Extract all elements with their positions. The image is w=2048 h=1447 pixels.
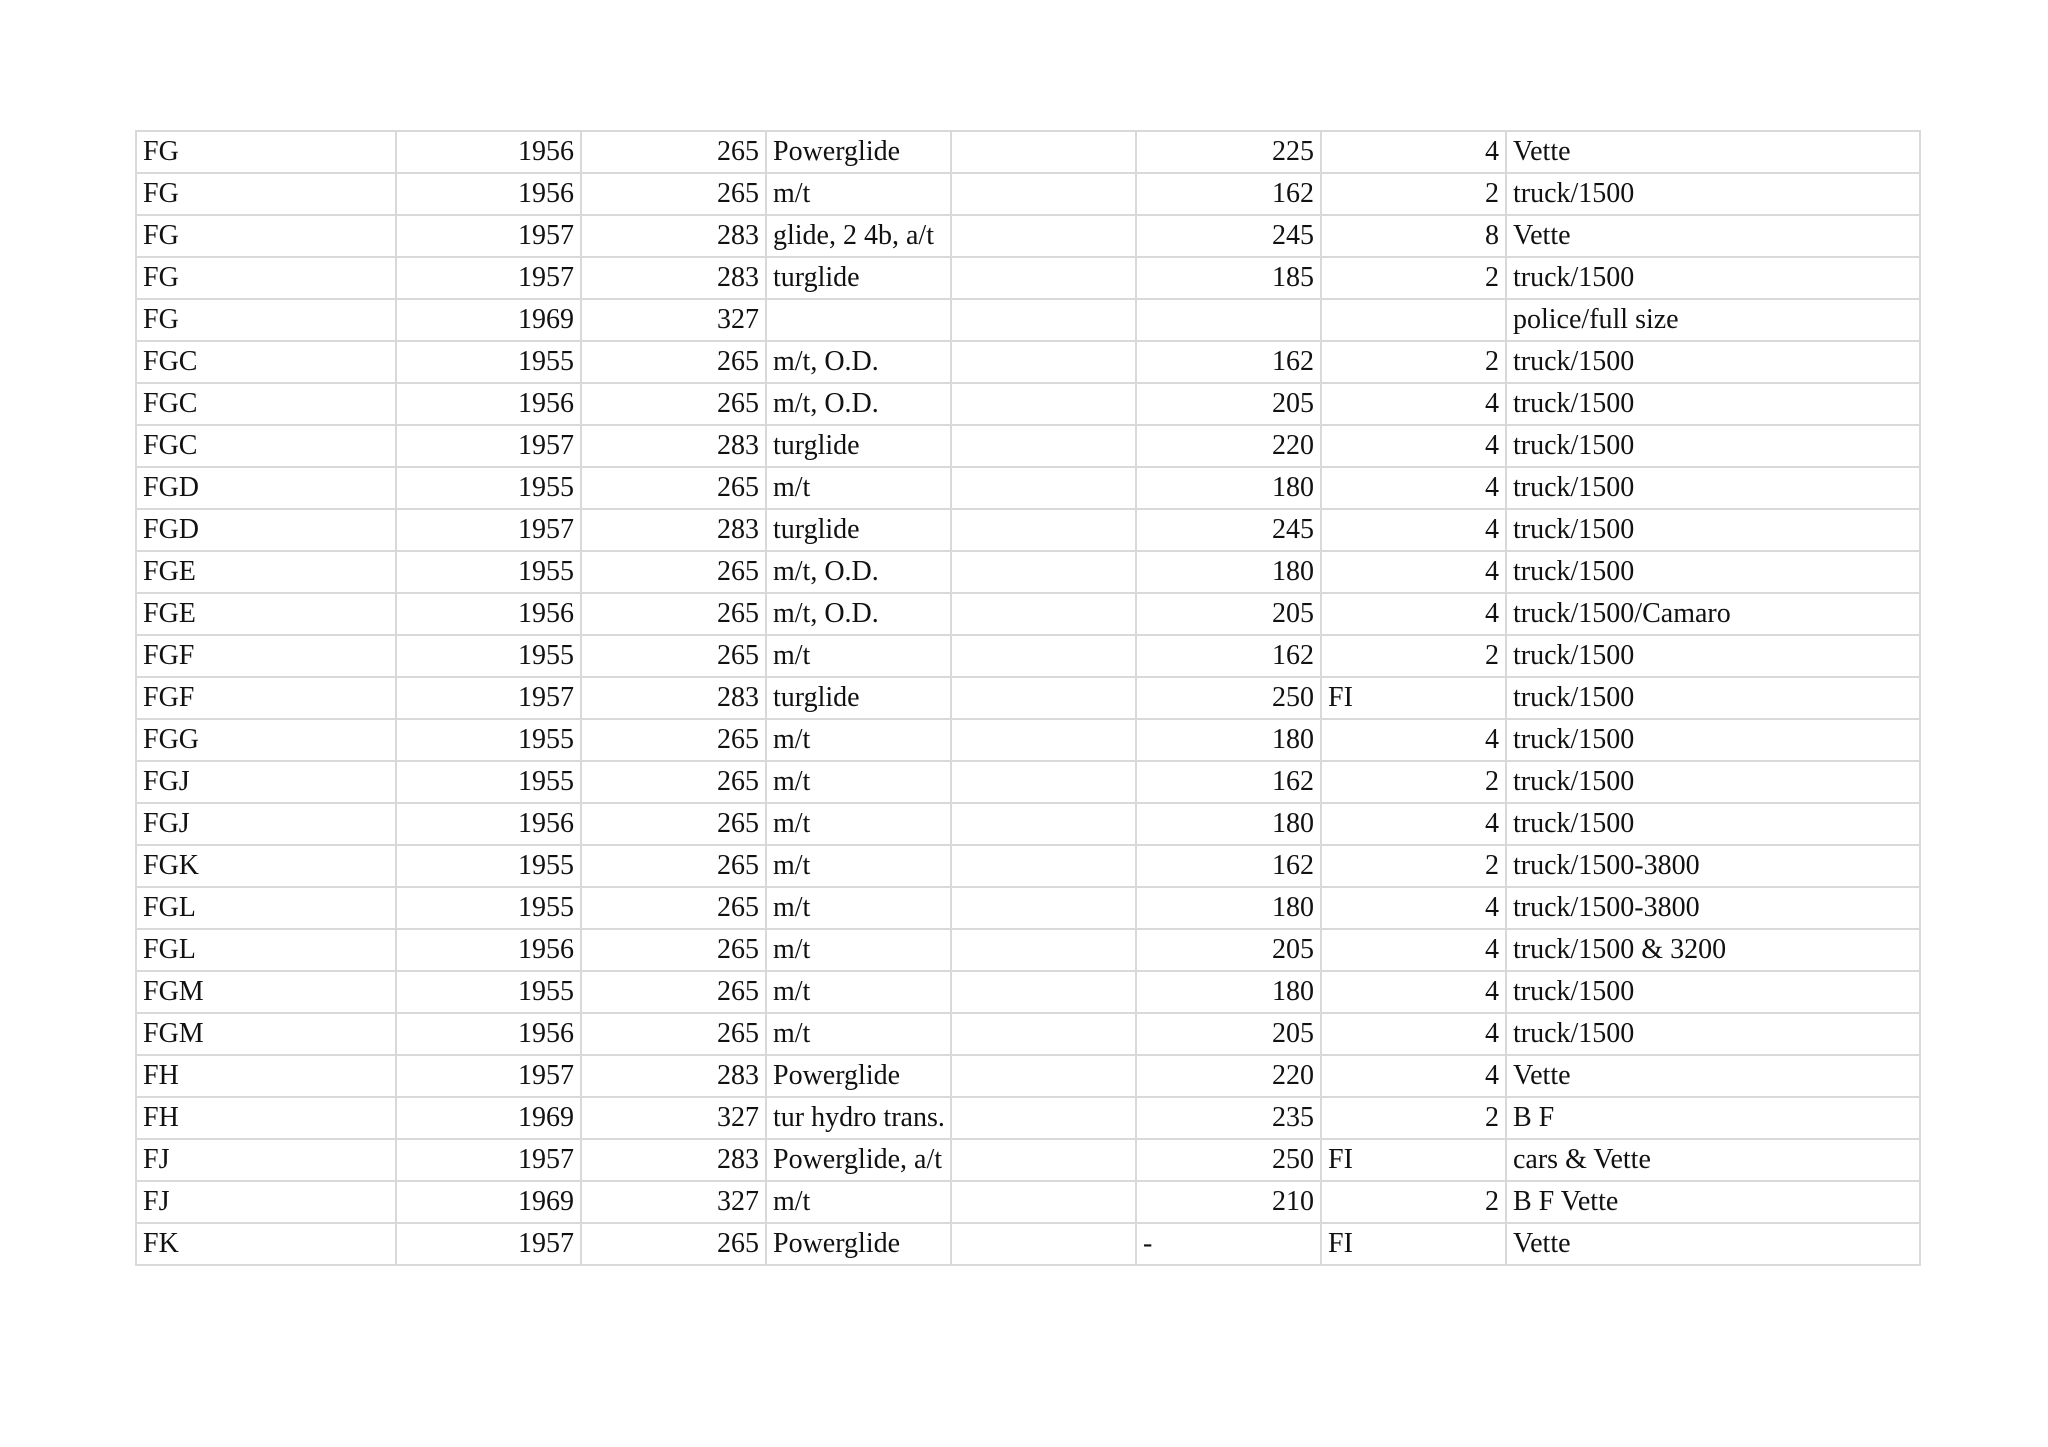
blank-cell	[951, 1223, 1136, 1265]
displacement-cell: 283	[581, 425, 766, 467]
blank-cell	[951, 299, 1136, 341]
application-cell: truck/1500	[1506, 467, 1920, 509]
transmission-cell: m/t	[766, 929, 951, 971]
horsepower-cell: 205	[1136, 1013, 1321, 1055]
application-cell: truck/1500	[1506, 257, 1920, 299]
application-cell: truck/1500	[1506, 1013, 1920, 1055]
year-cell: 1969	[396, 299, 581, 341]
transmission-cell: m/t	[766, 719, 951, 761]
carb-barrels-cell: 4	[1321, 509, 1506, 551]
horsepower-cell: 180	[1136, 467, 1321, 509]
blank-cell	[951, 719, 1136, 761]
engine-code-cell: FGJ	[136, 761, 396, 803]
horsepower-cell: -	[1136, 1223, 1321, 1265]
displacement-cell: 265	[581, 803, 766, 845]
displacement-cell: 265	[581, 467, 766, 509]
horsepower-cell: 250	[1136, 1139, 1321, 1181]
table-row	[136, 971, 1920, 1013]
horsepower-cell: 235	[1136, 1097, 1321, 1139]
transmission-cell: m/t, O.D.	[766, 593, 951, 635]
blank-cell	[951, 887, 1136, 929]
transmission-cell: Powerglide, a/t	[766, 1139, 951, 1181]
table-row	[136, 341, 1920, 383]
table-row	[136, 383, 1920, 425]
engine-code-cell: FGM	[136, 971, 396, 1013]
year-cell: 1955	[396, 971, 581, 1013]
blank-cell	[951, 509, 1136, 551]
table-row	[136, 761, 1920, 803]
blank-cell	[951, 173, 1136, 215]
transmission-cell: tur hydro trans.	[766, 1097, 951, 1139]
transmission-cell: m/t	[766, 803, 951, 845]
application-cell: truck/1500	[1506, 509, 1920, 551]
horsepower-cell: 185	[1136, 257, 1321, 299]
blank-cell	[951, 635, 1136, 677]
transmission-cell: m/t	[766, 845, 951, 887]
engine-code-cell: FG	[136, 131, 396, 173]
carb-barrels-cell: 2	[1321, 635, 1506, 677]
carb-barrels-cell: 2	[1321, 173, 1506, 215]
blank-cell	[951, 467, 1136, 509]
carb-barrels-cell: 4	[1321, 131, 1506, 173]
transmission-cell: m/t, O.D.	[766, 383, 951, 425]
displacement-cell: 283	[581, 215, 766, 257]
transmission-cell: turglide	[766, 509, 951, 551]
transmission-cell: turglide	[766, 677, 951, 719]
horsepower-cell: 205	[1136, 929, 1321, 971]
displacement-cell: 265	[581, 929, 766, 971]
year-cell: 1957	[396, 1139, 581, 1181]
displacement-cell: 283	[581, 257, 766, 299]
horsepower-cell: 162	[1136, 173, 1321, 215]
application-cell: B F	[1506, 1097, 1920, 1139]
blank-cell	[951, 341, 1136, 383]
table-row	[136, 551, 1920, 593]
carb-barrels-cell: 4	[1321, 971, 1506, 1013]
transmission-cell: turglide	[766, 257, 951, 299]
table-row	[136, 1013, 1920, 1055]
horsepower-cell: 162	[1136, 761, 1321, 803]
table-row	[136, 635, 1920, 677]
blank-cell	[951, 215, 1136, 257]
year-cell: 1969	[396, 1097, 581, 1139]
displacement-cell: 283	[581, 1055, 766, 1097]
horsepower-cell: 180	[1136, 803, 1321, 845]
blank-cell	[951, 677, 1136, 719]
displacement-cell: 265	[581, 341, 766, 383]
application-cell: truck/1500	[1506, 761, 1920, 803]
application-cell: Vette	[1506, 1223, 1920, 1265]
horsepower-cell: 180	[1136, 551, 1321, 593]
engine-code-cell: FGJ	[136, 803, 396, 845]
carb-barrels-cell	[1321, 299, 1506, 341]
carb-barrels-cell: 2	[1321, 257, 1506, 299]
blank-cell	[951, 1055, 1136, 1097]
application-cell: truck/1500	[1506, 341, 1920, 383]
application-cell: truck/1500	[1506, 551, 1920, 593]
engine-code-cell: FGD	[136, 467, 396, 509]
table-row	[136, 719, 1920, 761]
table-row	[136, 887, 1920, 929]
engine-code-cell: FGK	[136, 845, 396, 887]
displacement-cell: 327	[581, 1181, 766, 1223]
engine-code-cell: FGF	[136, 677, 396, 719]
application-cell: police/full size	[1506, 299, 1920, 341]
application-cell: Vette	[1506, 215, 1920, 257]
transmission-cell: Powerglide	[766, 1055, 951, 1097]
engine-code-cell: FK	[136, 1223, 396, 1265]
blank-cell	[951, 425, 1136, 467]
engine-code-cell: FGM	[136, 1013, 396, 1055]
application-cell: truck/1500	[1506, 971, 1920, 1013]
displacement-cell: 283	[581, 509, 766, 551]
table-row	[136, 593, 1920, 635]
application-cell: truck/1500-3800	[1506, 845, 1920, 887]
engine-code-cell: FH	[136, 1055, 396, 1097]
blank-cell	[951, 551, 1136, 593]
application-cell: Vette	[1506, 1055, 1920, 1097]
displacement-cell: 265	[581, 383, 766, 425]
year-cell: 1955	[396, 887, 581, 929]
transmission-cell: turglide	[766, 425, 951, 467]
carb-barrels-cell: 2	[1321, 845, 1506, 887]
carb-barrels-cell: FI	[1321, 677, 1506, 719]
year-cell: 1956	[396, 383, 581, 425]
transmission-cell: Powerglide	[766, 1223, 951, 1265]
blank-cell	[951, 1139, 1136, 1181]
displacement-cell: 327	[581, 1097, 766, 1139]
engine-code-cell: FG	[136, 299, 396, 341]
table-row	[136, 509, 1920, 551]
year-cell: 1955	[396, 551, 581, 593]
table-row	[136, 929, 1920, 971]
displacement-cell: 265	[581, 887, 766, 929]
application-cell: truck/1500	[1506, 635, 1920, 677]
year-cell: 1956	[396, 593, 581, 635]
blank-cell	[951, 1181, 1136, 1223]
horsepower-cell: 162	[1136, 635, 1321, 677]
table-row	[136, 1181, 1920, 1223]
carb-barrels-cell: 4	[1321, 1055, 1506, 1097]
displacement-cell: 265	[581, 635, 766, 677]
table-row	[136, 467, 1920, 509]
transmission-cell: m/t	[766, 467, 951, 509]
table-row	[136, 845, 1920, 887]
transmission-cell: m/t, O.D.	[766, 341, 951, 383]
carb-barrels-cell: 4	[1321, 425, 1506, 467]
horsepower-cell: 245	[1136, 509, 1321, 551]
application-cell: Vette	[1506, 131, 1920, 173]
blank-cell	[951, 131, 1136, 173]
year-cell: 1957	[396, 1223, 581, 1265]
horsepower-cell: 210	[1136, 1181, 1321, 1223]
table-row	[136, 1097, 1920, 1139]
carb-barrels-cell: 4	[1321, 803, 1506, 845]
application-cell: truck/1500 & 3200	[1506, 929, 1920, 971]
table-row	[136, 173, 1920, 215]
horsepower-cell: 250	[1136, 677, 1321, 719]
displacement-cell: 265	[581, 593, 766, 635]
carb-barrels-cell: 4	[1321, 719, 1506, 761]
application-cell: cars & Vette	[1506, 1139, 1920, 1181]
application-cell: truck/1500	[1506, 677, 1920, 719]
year-cell: 1956	[396, 1013, 581, 1055]
transmission-cell: m/t	[766, 1013, 951, 1055]
displacement-cell: 265	[581, 1223, 766, 1265]
carb-barrels-cell: 4	[1321, 887, 1506, 929]
engine-code-table	[135, 130, 1921, 1266]
engine-code-cell: FJ	[136, 1181, 396, 1223]
year-cell: 1955	[396, 341, 581, 383]
year-cell: 1969	[396, 1181, 581, 1223]
horsepower-cell: 162	[1136, 341, 1321, 383]
carb-barrels-cell: 4	[1321, 593, 1506, 635]
displacement-cell: 265	[581, 971, 766, 1013]
application-cell: truck/1500/Camaro	[1506, 593, 1920, 635]
transmission-cell: m/t	[766, 971, 951, 1013]
displacement-cell: 265	[581, 1013, 766, 1055]
engine-code-cell: FGG	[136, 719, 396, 761]
engine-code-cell: FG	[136, 257, 396, 299]
application-cell: truck/1500	[1506, 425, 1920, 467]
table-body	[136, 131, 1920, 1265]
horsepower-cell: 180	[1136, 719, 1321, 761]
year-cell: 1955	[396, 845, 581, 887]
transmission-cell: glide, 2 4b, a/t	[766, 215, 951, 257]
displacement-cell: 283	[581, 1139, 766, 1181]
table-row	[136, 1139, 1920, 1181]
engine-code-cell: FH	[136, 1097, 396, 1139]
displacement-cell: 265	[581, 551, 766, 593]
horsepower-cell: 220	[1136, 425, 1321, 467]
transmission-cell: m/t	[766, 887, 951, 929]
carb-barrels-cell: FI	[1321, 1139, 1506, 1181]
transmission-cell: m/t	[766, 1181, 951, 1223]
transmission-cell: Powerglide	[766, 131, 951, 173]
table-row	[136, 257, 1920, 299]
blank-cell	[951, 845, 1136, 887]
displacement-cell: 265	[581, 845, 766, 887]
displacement-cell: 327	[581, 299, 766, 341]
application-cell: truck/1500	[1506, 173, 1920, 215]
year-cell: 1956	[396, 131, 581, 173]
year-cell: 1957	[396, 425, 581, 467]
year-cell: 1956	[396, 929, 581, 971]
displacement-cell: 265	[581, 761, 766, 803]
carb-barrels-cell: 8	[1321, 215, 1506, 257]
application-cell: truck/1500	[1506, 803, 1920, 845]
horsepower-cell: 180	[1136, 971, 1321, 1013]
carb-barrels-cell: 2	[1321, 1181, 1506, 1223]
carb-barrels-cell: 4	[1321, 929, 1506, 971]
table-row	[136, 425, 1920, 467]
blank-cell	[951, 929, 1136, 971]
blank-cell	[951, 971, 1136, 1013]
engine-code-cell: FGD	[136, 509, 396, 551]
year-cell: 1955	[396, 719, 581, 761]
engine-code-cell: FG	[136, 173, 396, 215]
table-row	[136, 215, 1920, 257]
engine-code-cell: FG	[136, 215, 396, 257]
displacement-cell: 283	[581, 677, 766, 719]
blank-cell	[951, 1013, 1136, 1055]
engine-code-cell: FJ	[136, 1139, 396, 1181]
year-cell: 1957	[396, 215, 581, 257]
carb-barrels-cell: 4	[1321, 1013, 1506, 1055]
engine-code-cell: FGC	[136, 383, 396, 425]
horsepower-cell: 162	[1136, 845, 1321, 887]
horsepower-cell: 205	[1136, 593, 1321, 635]
application-cell: B F Vette	[1506, 1181, 1920, 1223]
blank-cell	[951, 593, 1136, 635]
blank-cell	[951, 257, 1136, 299]
displacement-cell: 265	[581, 131, 766, 173]
blank-cell	[951, 383, 1136, 425]
carb-barrels-cell: 2	[1321, 1097, 1506, 1139]
horsepower-cell: 180	[1136, 887, 1321, 929]
transmission-cell: m/t	[766, 173, 951, 215]
table-row	[136, 677, 1920, 719]
horsepower-cell: 225	[1136, 131, 1321, 173]
year-cell: 1955	[396, 467, 581, 509]
transmission-cell: m/t, O.D.	[766, 551, 951, 593]
carb-barrels-cell: 4	[1321, 383, 1506, 425]
year-cell: 1957	[396, 677, 581, 719]
year-cell: 1957	[396, 509, 581, 551]
transmission-cell	[766, 299, 951, 341]
horsepower-cell: 245	[1136, 215, 1321, 257]
application-cell: truck/1500	[1506, 719, 1920, 761]
table-row	[136, 1055, 1920, 1097]
year-cell: 1956	[396, 803, 581, 845]
blank-cell	[951, 761, 1136, 803]
engine-code-cell: FGE	[136, 593, 396, 635]
year-cell: 1955	[396, 761, 581, 803]
table-row	[136, 1223, 1920, 1265]
table-row	[136, 803, 1920, 845]
transmission-cell: m/t	[766, 761, 951, 803]
engine-code-cell: FGL	[136, 887, 396, 929]
carb-barrels-cell: FI	[1321, 1223, 1506, 1265]
carb-barrels-cell: 2	[1321, 761, 1506, 803]
engine-code-cell: FGL	[136, 929, 396, 971]
application-cell: truck/1500	[1506, 383, 1920, 425]
horsepower-cell: 205	[1136, 383, 1321, 425]
application-cell: truck/1500-3800	[1506, 887, 1920, 929]
blank-cell	[951, 803, 1136, 845]
year-cell: 1955	[396, 635, 581, 677]
displacement-cell: 265	[581, 173, 766, 215]
carb-barrels-cell: 4	[1321, 551, 1506, 593]
carb-barrels-cell: 4	[1321, 467, 1506, 509]
engine-code-cell: FGC	[136, 425, 396, 467]
horsepower-cell	[1136, 299, 1321, 341]
transmission-cell: m/t	[766, 635, 951, 677]
year-cell: 1957	[396, 257, 581, 299]
blank-cell	[951, 1097, 1136, 1139]
engine-code-cell: FGF	[136, 635, 396, 677]
table-row	[136, 131, 1920, 173]
table-row	[136, 299, 1920, 341]
year-cell: 1957	[396, 1055, 581, 1097]
engine-code-cell: FGE	[136, 551, 396, 593]
carb-barrels-cell: 2	[1321, 341, 1506, 383]
horsepower-cell: 220	[1136, 1055, 1321, 1097]
engine-code-cell: FGC	[136, 341, 396, 383]
year-cell: 1956	[396, 173, 581, 215]
displacement-cell: 265	[581, 719, 766, 761]
